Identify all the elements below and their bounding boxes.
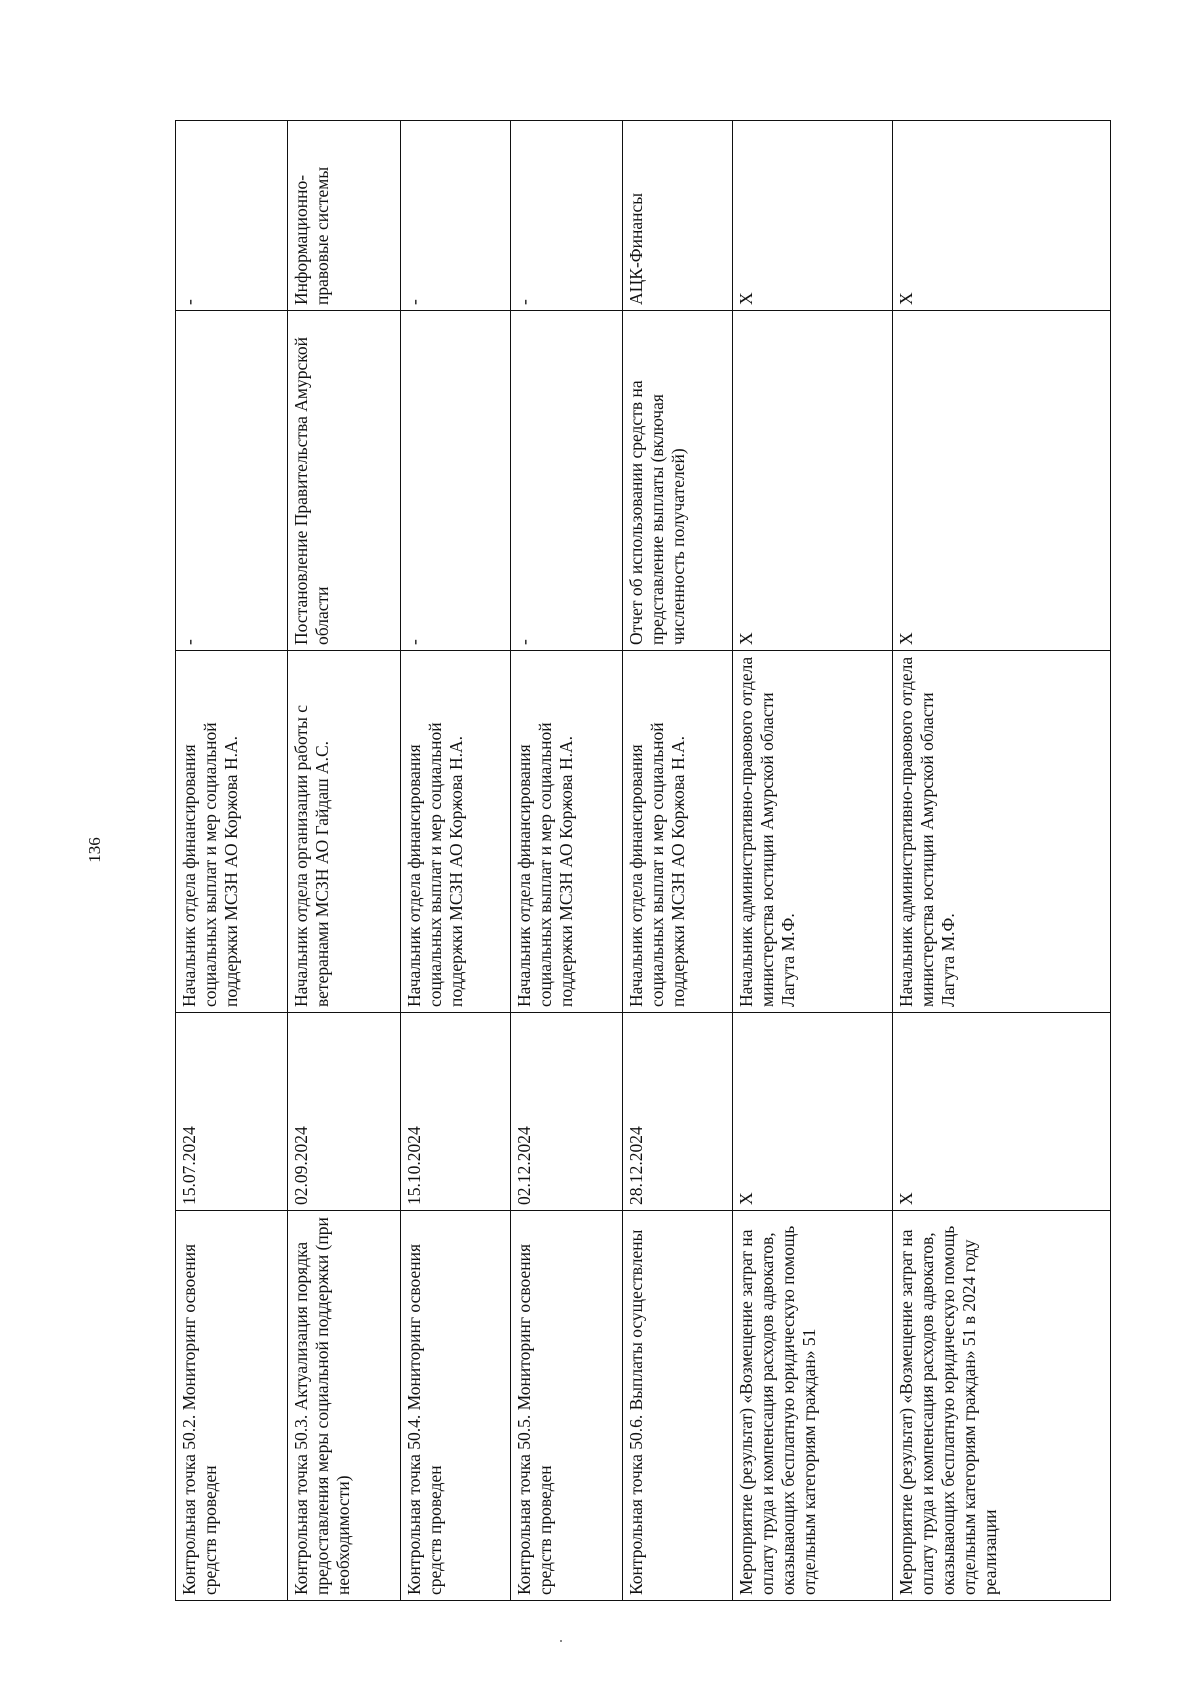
info-system-cell: Информационно-правовые системы [288, 121, 401, 311]
date-cell: 15.10.2024 [401, 1013, 511, 1211]
table-row [733, 121, 893, 1601]
event-cell: Контрольная точка 50.5. Мониторинг освоения средств проведен [511, 1211, 623, 1601]
date-cell: 02.12.2024 [511, 1013, 623, 1211]
scan-speck [560, 1640, 562, 1642]
info-system-cell: АЦК-Финансы [623, 121, 733, 311]
page-number: 136 [85, 837, 104, 863]
rotated-table-container [175, 121, 1110, 1601]
document-cell: Х [733, 311, 893, 651]
event-cell: Мероприятие (результат) «Возмещение затрат на оплату труда и компенсация расходов адвокатов, оказывающих бесплатную юридическую помощь отдельным категориям граждан» 51 [733, 1211, 893, 1601]
table-row [623, 121, 733, 1601]
event-cell: Мероприятие (результат) «Возмещение затрат на оплату труда и компенсация расходов адвокатов, оказывающих бесплатную юридическую помощь отдельным категориям граждан» 51 в 2024 году реализации [893, 1211, 1111, 1601]
info-system-cell: - [176, 121, 288, 311]
responsible-cell: Начальник административно-правового отдела министерства юстиции Амурской области Лагута М.Ф. [893, 651, 1111, 1013]
event-cell: Контрольная точка 50.2. Мониторинг освоения средств проведен [176, 1211, 288, 1601]
document-cell: Х [893, 311, 1111, 651]
document-cell: Постановление Правительства Амурской области [288, 311, 401, 651]
date-cell: Х [733, 1013, 893, 1211]
responsible-cell: Начальник отдела финансирования социальных выплат и мер социальной поддержки МСЗН АО Коржова Н.А. [401, 651, 511, 1013]
document-cell: Отчет об использовании средств на представление выплаты (включая численность получателей) [623, 311, 733, 651]
document-cell: - [401, 311, 511, 651]
event-cell: Контрольная точка 50.3. Актуализация порядка предоставления меры социальной поддержки (при необходимости) [288, 1211, 401, 1601]
document-cell: - [176, 311, 288, 651]
date-cell: Х [893, 1013, 1111, 1211]
info-system-cell: - [401, 121, 511, 311]
table-row [893, 121, 1111, 1601]
responsible-cell: Начальник отдела финансирования социальных выплат и мер социальной поддержки МСЗН АО Коржова Н.А. [623, 651, 733, 1013]
responsible-cell: Начальник отдела организации работы с ветеранами МСЗН АО Гайдаш А.С. [288, 651, 401, 1013]
table-row [176, 121, 288, 1601]
date-cell: 28.12.2024 [623, 1013, 733, 1211]
responsible-cell: Начальник отдела финансирования социальных выплат и мер социальной поддержки МСЗН АО Коржова Н.А. [511, 651, 623, 1013]
event-cell: Контрольная точка 50.4. Мониторинг освоения средств проведен [401, 1211, 511, 1601]
responsible-cell: Начальник административно-правового отдела министерства юстиции Амурской области Лагута М.Ф. [733, 651, 893, 1013]
date-cell: 15.07.2024 [176, 1013, 288, 1211]
table-row [401, 121, 511, 1601]
table-row [511, 121, 623, 1601]
event-cell: Контрольная точка 50.6. Выплаты осуществлены [623, 1211, 733, 1601]
info-system-cell: Х [733, 121, 893, 311]
info-system-cell: - [511, 121, 623, 311]
table-row [288, 121, 401, 1601]
plan-table [175, 120, 1111, 1601]
info-system-cell: Х [893, 121, 1111, 311]
responsible-cell: Начальник отдела финансирования социальных выплат и мер социальной поддержки МСЗН АО Коржова Н.А. [176, 651, 288, 1013]
date-cell: 02.09.2024 [288, 1013, 401, 1211]
document-cell: - [511, 311, 623, 651]
